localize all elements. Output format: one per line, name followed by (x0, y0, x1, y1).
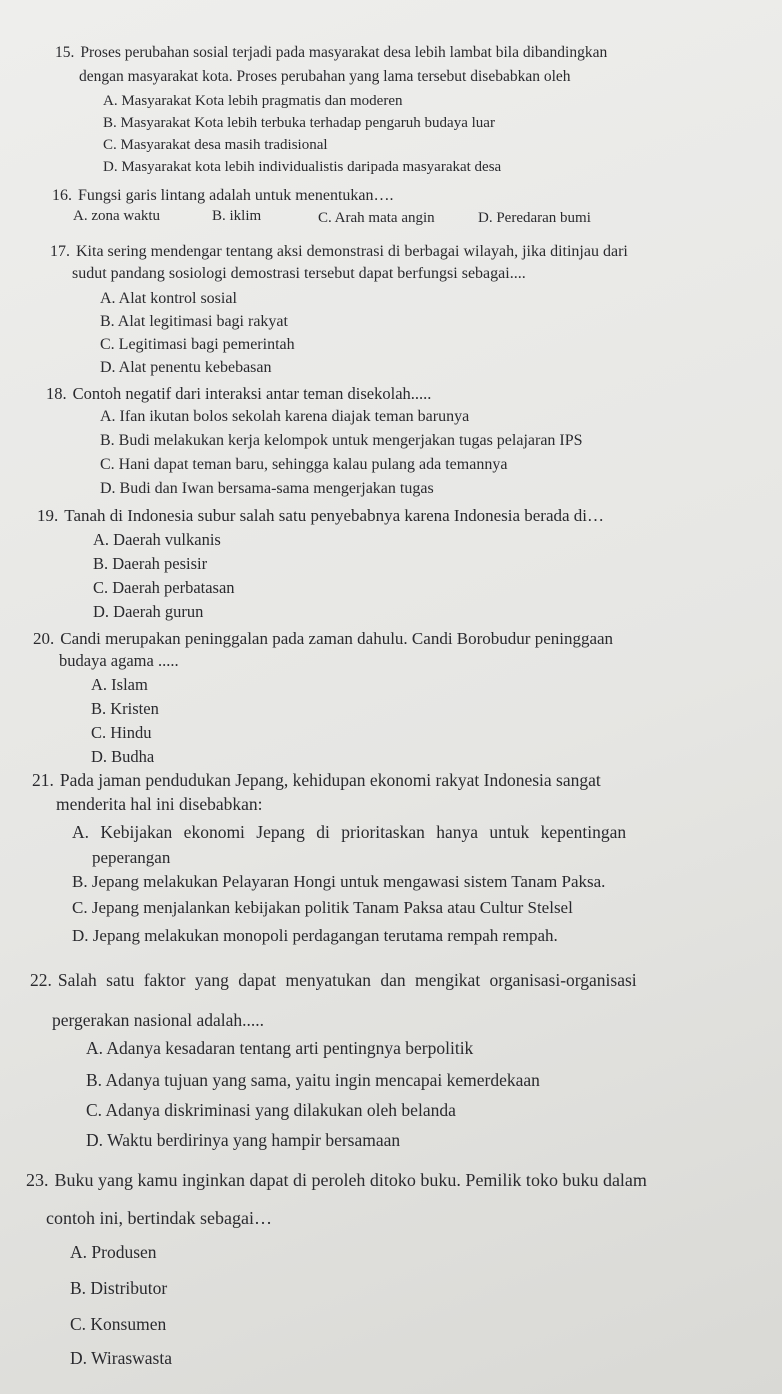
option-a: A. zona waktu (73, 208, 161, 224)
option-d: D. Waktu berdirinya yang hampir bersamaan (86, 1130, 401, 1150)
option-d: D. Alat penentu kebebasan (100, 359, 272, 376)
question-number: 17. (50, 243, 70, 260)
question-stem-line: Fungsi garis lintang adalah untuk menentukan…. (78, 187, 394, 204)
option-c: C. Legitimasi bagi pemerintah (100, 336, 295, 353)
option-c: C. Daerah perbatasan (93, 578, 235, 597)
option-d: D. Budi dan Iwan bersama-sama mengerjakan tugas (100, 480, 434, 497)
option-b: B. Adanya tujuan yang sama, yaitu ingin mencapai kemerdekaan (86, 1070, 540, 1090)
question-number: 22. (30, 970, 52, 990)
option-c: C. Hani dapat teman baru, sehingga kalau pulang ada temannya (100, 456, 508, 473)
option-c: C. Jepang menjalankan kebijakan politik Tanam Paksa atau Cultur Stelsel (72, 898, 573, 917)
option-b: B. Alat legitimasi bagi rakyat (100, 313, 288, 330)
option-d: D. Jepang melakukan monopoli perdagangan terutama rempah rempah. (72, 926, 558, 945)
option-a: A. Daerah vulkanis (93, 530, 221, 549)
option-d: D. Wiraswasta (70, 1348, 173, 1368)
question-number: 18. (46, 384, 67, 403)
option-a: A. Produsen (70, 1242, 157, 1262)
option-a-continuation: peperangan (92, 848, 171, 867)
question-stem-line: Contoh negatif dari interaksi antar teman disekolah..... (72, 384, 432, 403)
option-b: B. Kristen (91, 699, 159, 718)
question-stem-line: Candi merupakan peninggalan pada zaman dahulu. Candi Borobudur peninggaan (60, 629, 614, 648)
question-stem-line: pergerakan nasional adalah..... (52, 1010, 265, 1030)
question-number: 23. (26, 1170, 49, 1190)
question-stem-line: Kita sering mendengar tentang aksi demonstrasi di berbagai wilayah, jika ditinjau dari (76, 243, 628, 260)
option-a: A. Ifan ikutan bolos sekolah karena diajak teman barunya (100, 408, 470, 425)
question-stem-line: sudut pandang sosiologi demostrasi tersebut dapat berfungsi sebagai.... (72, 265, 526, 282)
option-b: B. Daerah pesisir (93, 554, 208, 573)
option-d: D. Budha (91, 747, 155, 766)
option-b: B. Masyarakat Kota lebih terbuka terhadap pengaruh budaya luar (103, 115, 495, 131)
question-stem-line: Proses perubahan sosial terjadi pada masyarakat desa lebih lambat bila dibandingkan (80, 44, 608, 61)
option-b: B. Jepang melakukan Pelayaran Hongi untuk mengawasi sistem Tanam Paksa. (72, 872, 606, 891)
question-stem-line: budaya agama ..... (59, 651, 179, 670)
question-number: 21. (32, 770, 54, 790)
option-a: A. Islam (91, 675, 148, 694)
question-stem-line: Pada jaman pendudukan Jepang, kehidupan ekonomi rakyat Indonesia sangat (59, 770, 601, 790)
option-d: D. Daerah gurun (93, 602, 204, 621)
option-d: D. Peredaran bumi (478, 210, 591, 226)
option-c: C. Hindu (91, 723, 152, 742)
question-stem-line: Salah satu faktor yang dapat menyatukan dan mengikat organisasi-organisasi (57, 970, 637, 990)
option-b: B. Budi melakukan kerja kelompok untuk mengerjakan tugas pelajaran IPS (100, 432, 583, 449)
question-stem-line: dengan masyarakat kota. Proses perubahan yang lama tersebut disebabkan oleh (79, 68, 571, 85)
question-stem-line: menderita hal ini disebabkan: (56, 794, 263, 814)
question-stem-line: Buku yang kamu inginkan dapat di peroleh ditoko buku. Pemilik toko buku dalam (54, 1170, 647, 1190)
option-c: C. Konsumen (70, 1314, 167, 1334)
question-stem-line: Tanah di Indonesia subur salah satu penyebabnya karena Indonesia berada di… (64, 506, 605, 525)
option-a: A. Adanya kesadaran tentang arti pentingnya berpolitik (86, 1038, 474, 1058)
option-c: C. Masyarakat desa masih tradisional (103, 137, 328, 153)
question-number: 15. (55, 44, 75, 61)
question-stem-line: contoh ini, bertindak sebagai… (46, 1208, 272, 1228)
option-c: C. Adanya diskriminasi yang dilakukan oleh belanda (86, 1100, 456, 1120)
option-a: A. Alat kontrol sosial (100, 290, 237, 307)
option-b: B. Distributor (70, 1278, 168, 1298)
question-number: 16. (52, 187, 72, 204)
question-number: 20. (33, 629, 55, 648)
option-c: C. Arah mata angin (318, 210, 435, 226)
option-b: B. iklim (212, 208, 262, 224)
question-number: 19. (37, 506, 59, 525)
option-a: A. Kebijakan ekonomi Jepang di prioritaskan hanya untuk kepentingan (72, 822, 627, 842)
option-d: D. Masyarakat kota lebih individualistis daripada masyarakat desa (103, 159, 502, 175)
option-a: A. Masyarakat Kota lebih pragmatis dan moderen (103, 93, 403, 109)
